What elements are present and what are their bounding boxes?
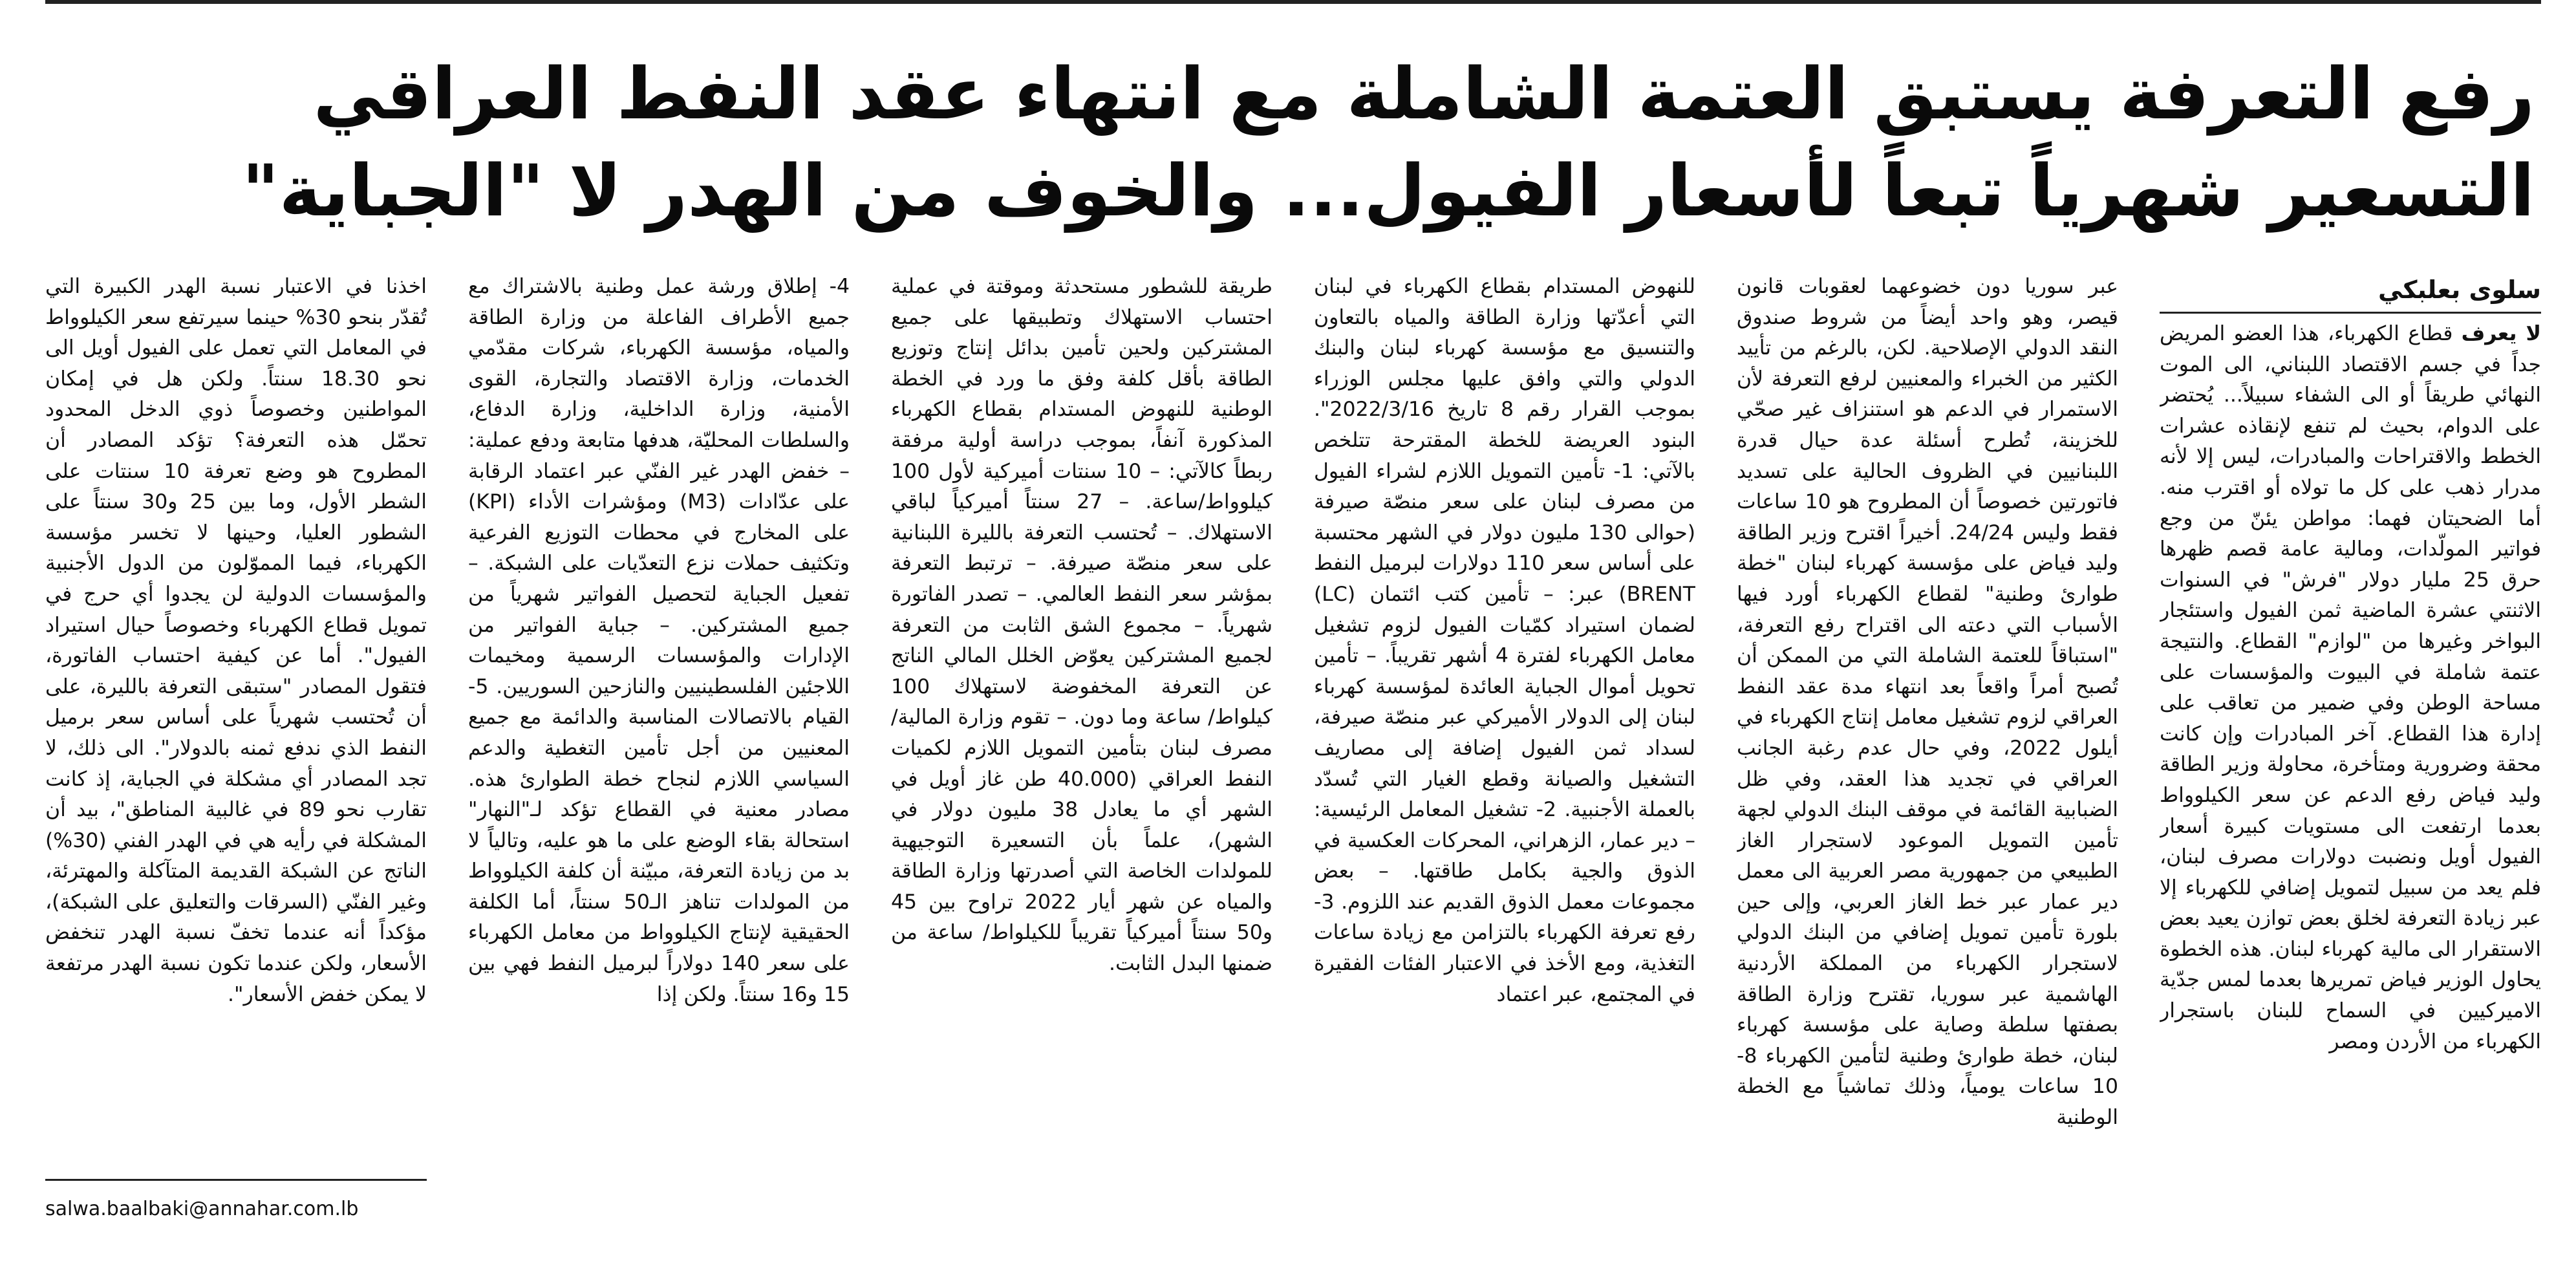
column-4-text: طريقة للشطور مستحدثة وموقتة في عملية احتساب الاستهلاك وتطبيقها على جميع المشتركين ولحين تأمين بدائل إنتاج وتوزيع الطاقة بأقل كلفة وفق ما ورد في الخطة الوطنية للنهوض المستدام بقطاع الكهرباء المذكورة آنفاً، بموجب دراسة أولية مرفقة ربطاً كالآتي: – 10 سنتات أميركية لأول 100 كيلوواط/ساعة. – 27 سنتاً أميركياً لباقي الاستهلاك. – تُحتسب التعرفة بالليرة اللبنانية على سعر منصّة صيرفة. – ترتبط التعرفة بمؤشر سعر النفط العالمي. – تصدر الفاتورة شهرياً. – مجموع الشق الثابت من التعرفة لجميع المشتركين يعوّض الخلل المالي الناتج عن التعرفة المخفوضة لاستهلاك 100 كيلواط/ ساعة وما دون. – تقوم وزارة المالية/ مصرف لبنان بتأمين التمويل اللازم لكميات النفط العراقي (40.000 طن غاز أويل في الشهر أي ما يعادل 38 مليون دولار في الشهر)، علماً بأن التسعيرة التوجيهية للمولدات الخاصة التي أصدرتها وزارة الطاقة والمياه عن شهر أيار 2022 تراوح بين 45 و50 سنتاً أميركياً تقريباً للكيلواط/ ساعة من ضمنها البدل الثابت. bbox=[891, 275, 1272, 976]
column-1 bbox=[2160, 272, 2541, 1229]
column-6 bbox=[45, 272, 427, 1229]
column-1-body: قطاع الكهرباء، هذا العضو المريض جداً في جسم الاقتصاد اللبناني، الى الموت النهائي طريقاً أو الى الشفاء سبيلاً... يُحتضر على الدوام، بحيث لم تنفع لإنقاذه عشرات الخطط والاقتراحات والمبادرات، ليس إلا لأنه مدرار ذهب على كل ما تولاه أو اقترب منه. أما الضحيتان فهما: مواطن يئنّ من وجع فواتير المولّدات، ومالية عامة قصم ظهرها حرق 25 مليار دولار "فرش" في السنوات الاثنتي عشرة الماضية ثمن الفيول واستئجار البواخر وغيرها من "لوازم" القطاع. والنتيجة عتمة شاملة في البيوت والمؤسسات على مساحة الوطن وفي ضمير من تعاقب على إدارة هذا القطاع. آخر المبادرات وإن كانت محقة وضرورية ومتأخرة، محاولة وزير الطاقة وليد فياض رفع الدعم عن سعر الكيلوواط بعدما ارتفعت الى مستويات كبيرة أسعار الفيول أويل ونضبت دولارات مصرف لبنان، فلم يعد من سبيل لتمويل إضافي للكهرباء إلا عبر زيادة التعرفة لخلق بعض توازن يعيد بعض الاستقرار الى مالية كهرباء لبنان. هذه الخطوة يحاول الوزير فياض تمريرها بعدما لمس جدّية الاميركيين في السماح للبنان باستجرار الكهرباء من الأردن ومصر bbox=[2160, 322, 2541, 1053]
column-4 bbox=[891, 272, 1272, 1229]
column-3-text: للنهوض المستدام بقطاع الكهرباء في لبنان التي أعدّتها وزارة الطاقة والمياه بالتعاون والتنسيق مع مؤسسة كهرباء لبنان والبنك الدولي والتي وافق عليها مجلس الوزراء بموجب القرار رقم 8 تاريخ 2022/3/16". البنود العريضة للخطة المقترحة تتلخص بالآتي: 1- تأمين التمويل اللازم لشراء الفيول من مصرف لبنان على سعر منصّة صيرفة (حوالى 130 مليون دولار في الشهر محتسبة على أساس سعر 110 دولارات لبرميل النفط BRENT) عبر: – تأمين كتب ائتمان (LC) لضمان استيراد كمّيات الفيول لزوم تشغيل معامل الكهرباء لفترة 4 أشهر تقريباً. – تأمين تحويل أموال الجباية العائدة لمؤسسة كهرباء لبنان إلى الدولار الأميركي عبر منصّة صيرفة، لسداد ثمن الفيول إضافة إلى مصاريف التشغيل والصيانة وقطع الغيار التي تُسدّد بالعملة الأجنبية. 2- تشغيل المعامل الرئيسية: – دير عمار، الزهراني، المحركات العكسية في الذوق والجية بكامل طاقتها. – بعض مجموعات معمل الذوق القديم عند اللزوم. 3- رفع تعرفة الكهرباء بالتزامن مع زيادة ساعات التغذية، ومع الأخذ في الاعتبار الفئات الفقيرة في المجتمع، عبر اعتماد bbox=[1314, 275, 1695, 1006]
column-5 bbox=[468, 272, 850, 1229]
column-6-text: اخذنا في الاعتبار نسبة الهدر الكبيرة التي تُقدّر بنحو 30% حينما سيرتفع سعر الكيلوواط في المعامل التي تعمل على الفيول أويل الى نحو 18.30 سنتاً. ولكن هل في إمكان المواطنين وخصوصاً ذوي الدخل المحدود تحمّل هذه التعرفة؟ تؤكد المصادر أن المطروح هو وضع تعرفة 10 سنتات على الشطر الأول، وما بين 25 و30 سنتاً على الشطور العليا، وحينها لا تخسر مؤسسة الكهرباء، فيما المموّلون من الدول الأجنبية والمؤسسات الدولية لن يجدوا أي حرج في تمويل قطاع الكهرباء وخصوصاً حيال استيراد الفيول". أما عن كيفية احتساب الفاتورة، فتقول المصادر "ستبقى التعرفة بالليرة، على أن تُحتسب شهرياً على أساس سعر برميل النفط الذي ندفع ثمنه بالدولار". الى ذلك، لا تجد المصادر أي مشكلة في الجباية، إذ كانت تقارب نحو 89 في غالبية المناطق"، بيد أن المشكلة في رأيه هي في الهدر الفني (30%) الناتج عن الشبكة القديمة المتآكلة والمهترئة، وغير الفنّي (السرقات والتعليق على الشبكة)، مؤكداً أنه عندما تخفّ نسبة الهدر تنخفض الأسعار، ولكن عندما تكون نسبة الهدر مرتفعة لا يمكن خفض الأسعار". bbox=[45, 275, 427, 1006]
top-rule bbox=[45, 0, 2541, 4]
headline-line-1: رفع التعرفة يستبق العتمة الشاملة مع انتهاء عقد النفط العراقي bbox=[313, 52, 2535, 135]
column-3 bbox=[1314, 272, 1695, 1229]
byline: سلوى بعلبكي bbox=[2160, 272, 2541, 314]
column-1-text bbox=[2160, 319, 2541, 1057]
lead-word: لا يعرف bbox=[2461, 322, 2541, 345]
article bbox=[45, 0, 2541, 1283]
column-5-text: 4- إطلاق ورشة عمل وطنية بالاشتراك مع جميع الأطراف الفاعلة من وزارة الطاقة والمياه، مؤسسة الكهرباء، شركات مقدّمي الخدمات، وزارة الاقتصاد والتجارة، القوى الأمنية، وزارة الداخلية، وزارة الدفاع، والسلطات المحليّة، هدفها متابعة ودفع عملية: – خفض الهدر غير الفنّي عبر اعتماد الرقابة على عدّادات (M3) ومؤشرات الأداء (KPI) على المخارج في محطات التوزيع الفرعية وتكثيف حملات نزع التعدّيات على الشبكة. – تفعيل الجباية لتحصيل الفواتير شهرياً من جميع المشتركين. – جباية الفواتير من الإدارات والمؤسسات الرسمية ومخيمات اللاجئين الفلسطينيين والنازحين السوريين. 5- القيام بالاتصالات المناسبة والدائمة مع جميع المعنيين من أجل تأمين التغطية والدعم السياسي اللازم لنجاح خطة الطوارئ هذه. مصادر معنية في القطاع تؤكد لـ"النهار" استحالة بقاء الوضع على ما هو عليه، وتالياً لا بد من زيادة التعرفة، مبيّنة أن كلفة الكيلوواط من المولدات تناهز الـ50 سنتاً، أما الكلفة الحقيقية لإنتاج الكيلوواط من معامل الكهرباء على سعر 140 دولاراً لبرميل النفط فهي بين 15 و16 سنتاً. ولكن إذا bbox=[468, 275, 850, 1006]
article-columns bbox=[45, 272, 2541, 1229]
column-2-text: عبر سوريا دون خضوعهما لعقوبات قانون قيصر، وهو واحد أيضاً من شروط صندوق النقد الدولي الإصلاحية. لكن، بالرغم من تأييد الكثير من الخبراء والمعنيين لرفع التعرفة لأن الاستمرار في الدعم هو استنزاف غير صحّي للخزينة، تُطرح أسئلة عدة حيال قدرة اللبنانيين في الظروف الحالية على تسديد فاتورتين خصوصاً أن المطروح هو 10 ساعات فقط وليس 24/24. أخيراً اقترح وزير الطاقة وليد فياض على مؤسسة كهرباء لبنان "خطة طوارئ وطنية" لقطاع الكهرباء أورد فيها الأسباب التي دعته الى اقتراح رفع التعرفة، "استباقاً للعتمة الشاملة التي من الممكن أن تُصبح أمراً واقعاً بعد انتهاء مدة عقد النفط العراقي لزوم تشغيل معامل إنتاج الكهرباء في أيلول 2022، وفي حال عدم رغبة الجانب العراقي في تجديد هذا العقد، وفي ظل الضبابية القائمة في موقف البنك الدولي لجهة تأمين التمويل الموعود لاستجرار الغاز الطبيعي من جمهورية مصر العربية الى معمل دير عمار عبر خط الغاز العربي، وإلى حين بلورة تأمين تمويل إضافي من البنك الدولي لاستجرار الكهرباء من المملكة الأردنية الهاشمية عبر سوريا، تقترح وزارة الطاقة بصفتها سلطة وصاية على مؤسسة كهرباء لبنان، خطة طوارئ وطنية لتأمين الكهرباء 8-10 ساعات يومياً، وذلك تماشياً مع الخطة الوطنية bbox=[1737, 275, 2118, 1130]
headline bbox=[65, 45, 2535, 239]
author-email[interactable]: salwa.baalbaki@annahar.com.lb bbox=[45, 1179, 427, 1224]
headline-line-2: التسعير شهرياً تبعاً لأسعار الفيول... والخوف من الهدر لا "الجباية" bbox=[242, 149, 2535, 232]
column-2 bbox=[1737, 272, 2118, 1229]
